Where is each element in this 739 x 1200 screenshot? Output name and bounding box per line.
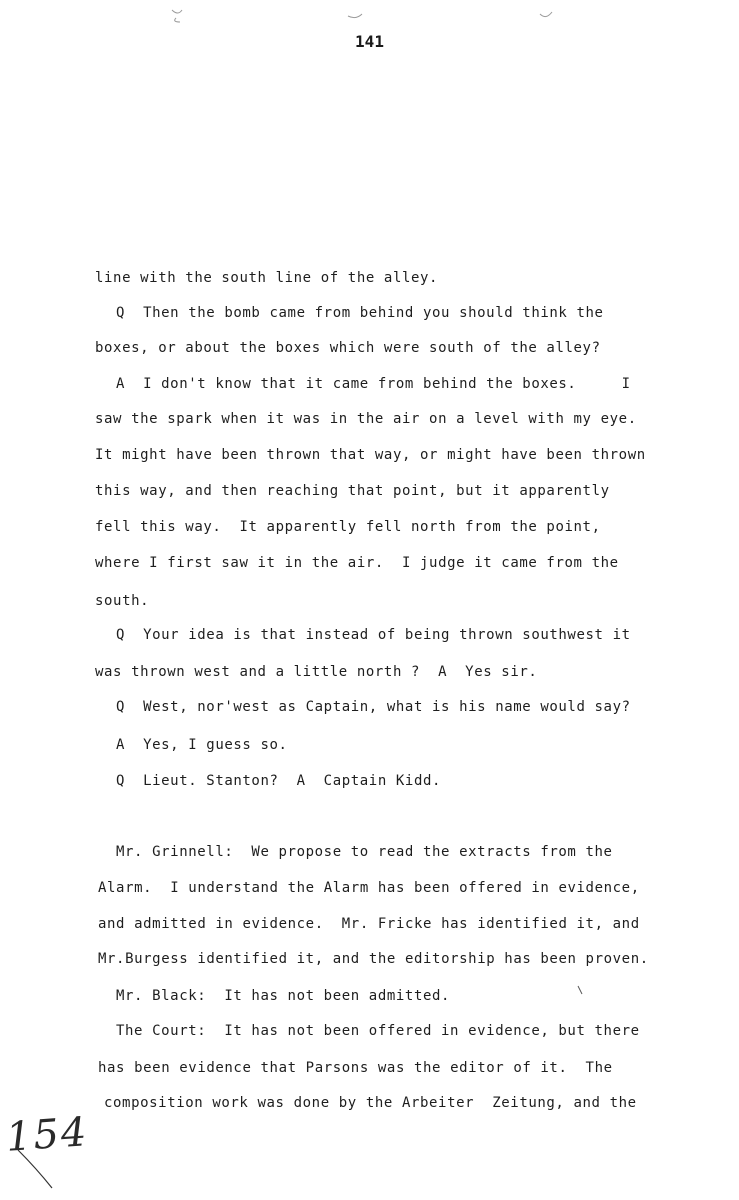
text-line-9: where I first saw it in the air. I judge it came from the xyxy=(95,555,619,571)
text-line-8: fell this way. It apparently fell north from the point, xyxy=(95,519,601,535)
text-line-6: It might have been thrown that way, or might have been thrown xyxy=(95,447,646,463)
text-line-23: composition work was done by the Arbeiter Zeitung, and the xyxy=(104,1095,637,1111)
text-line-4: A I don't know that it came from behind the boxes. I xyxy=(116,376,631,392)
text-line-18: and admitted in evidence. Mr. Fricke has identified it, and xyxy=(98,916,640,932)
text-line-2: Q Then the bomb came from behind you should think the xyxy=(116,305,604,321)
text-line-16: Mr. Grinnell: We propose to read the extracts from the xyxy=(116,844,613,860)
text-line-19: Mr.Burgess identified it, and the editorship has been proven. xyxy=(98,951,649,967)
page-number: 141 xyxy=(355,32,384,51)
text-line-1: line with the south line of the alley. xyxy=(95,270,439,286)
text-line-15: Q Lieut. Stanton? A Captain Kidd. xyxy=(116,773,442,789)
text-line-14: A Yes, I guess so. xyxy=(116,737,288,753)
text-line-20: Mr. Black: It has not been admitted. xyxy=(116,988,451,1004)
text-line-3: boxes, or about the boxes which were south of the alley? xyxy=(95,340,601,356)
handwritten-page-number: 154 xyxy=(4,1109,90,1161)
text-line-7: this way, and then reaching that point, but it apparently xyxy=(95,483,610,499)
text-line-21: The Court: It has not been offered in evidence, but there xyxy=(116,1023,640,1039)
text-line-12: was thrown west and a little north ? A Yes sir. xyxy=(95,664,538,680)
text-line-13: Q West, nor'west as Captain, what is his name would say? xyxy=(116,699,631,715)
text-line-5: saw the spark when it was in the air on a level with my eye. xyxy=(95,411,637,427)
text-line-10: south. xyxy=(95,593,150,609)
text-line-11: Q Your idea is that instead of being thrown southwest it xyxy=(116,627,631,643)
text-line-22: has been evidence that Parsons was the editor of it. The xyxy=(98,1060,613,1076)
text-line-17: Alarm. I understand the Alarm has been offered in evidence, xyxy=(98,880,640,896)
